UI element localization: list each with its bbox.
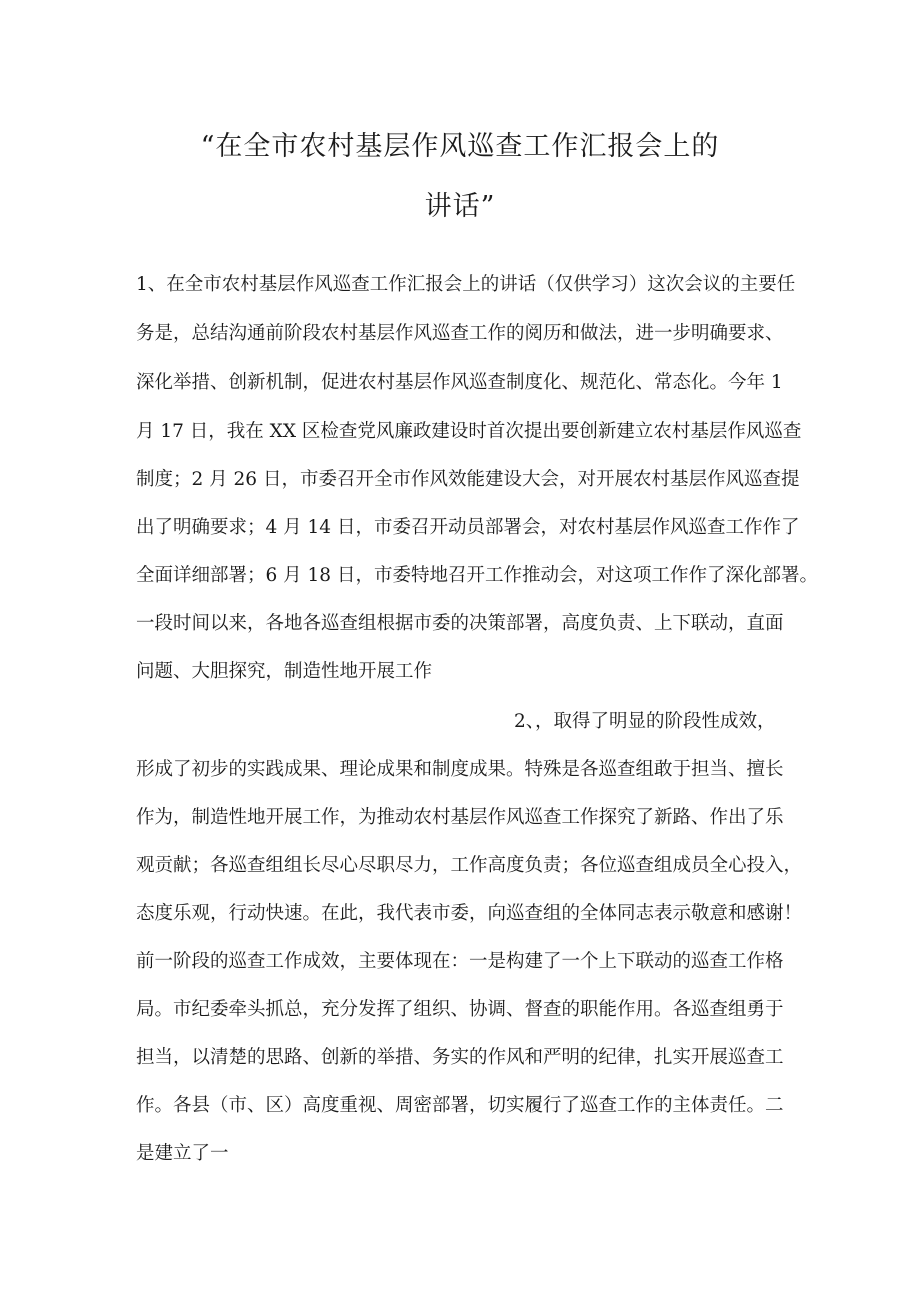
text-line: 作为，制造性地开展工作，为推动农村基层作风巡查工作探究了新路、作出了乐 [136,807,784,828]
text-line: 2、，取得了明显的阶段性成效， [514,711,776,732]
text-line: 问题、大胆探究，制造性地开展工作 [136,661,433,682]
text-line: 态度乐观，行动快速。在此，我代表市委，向巡查组的全体同志表示敬意和感谢！ [136,903,803,924]
text-line: 月 17 日，我在 XX 区检查党风廉政建设时首次提出要创新建立农村基层作风巡查 [136,421,802,442]
text-line: 观贡献；各巡查组组长尽心尽职尽力，工作高度负责；各位巡查组成员全心投入， [136,855,803,876]
text-line: 制度；2 月 26 日，市委召开全市作风效能建设大会，对开展农村基层作风巡查提 [136,469,800,490]
text-line: 全面详细部署；6 月 18 日，市委特地召开工作推动会，对这项工作作了深化部署。 [136,565,818,586]
text-line: 出了明确要求；4 月 14 日，市委召开动员部署会，对农村基层作风巡查工作作了 [136,517,800,538]
text-line: 局。市纪委牵头抓总，充分发挥了组织、协调、督查的职能作用。各巡查组勇于 [136,999,784,1020]
document-title-line-2: 讲话” [424,191,496,222]
text-line: 是建立了一 [136,1143,229,1164]
text-line: 前一阶段的巡查工作成效，主要体现在：一是构建了一个上下联动的巡查工作格 [136,951,784,972]
text-line: 形成了初步的实践成果、理论成果和制度成果。特殊是各巡查组敢于担当、擅长 [136,759,784,780]
text-line: 担当，以清楚的思路、创新的举措、务实的作风和严明的纪律，扎实开展巡查工 [136,1047,784,1068]
text-line: 一段时间以来，各地各巡查组根据市委的决策部署，高度负责、上下联动，直面 [136,613,784,634]
text-line: 深化举措、创新机制，促进农村基层作风巡查制度化、规范化、常态化。今年 1 [136,372,783,393]
text-line: 1、在全市农村基层作风巡查工作汇报会上的讲话（仅供学习）这次会议的主要任 [136,274,796,295]
text-line: 务是，总结沟通前阶段农村基层作风巡查工作的阅历和做法，进一步明确要求、 [136,323,784,344]
text-line: 作。各县（市、区）高度重视、周密部署，切实履行了巡查工作的主体责任。二 [136,1095,784,1116]
document-title-line-1: “在全市农村基层作风巡查工作汇报会上的 [200,131,720,162]
